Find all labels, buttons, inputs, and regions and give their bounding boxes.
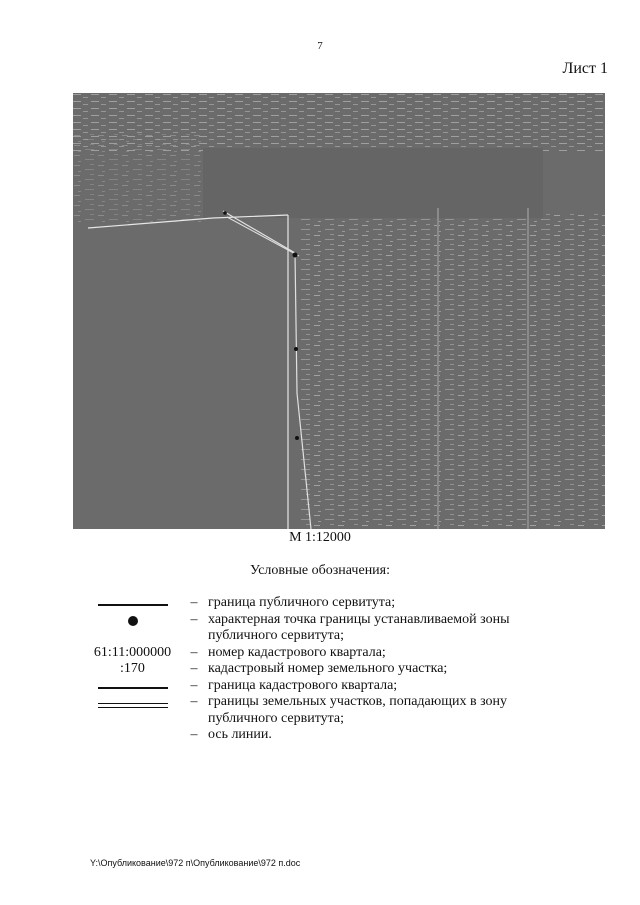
boundary-point: [223, 211, 227, 215]
servitude-boundary-line: [223, 211, 311, 529]
legend-symbol-solid-line: [85, 678, 180, 694]
legend-item: [85, 612, 555, 645]
map-image: [73, 93, 605, 529]
footer-file-path: Y:\Опубликование\972 п\Опубликование\972 п.doc: [90, 858, 301, 868]
legend-symbol-double-line: [85, 694, 180, 710]
legend-title: Условные обозначения:: [249, 563, 391, 578]
legend-dash: –: [190, 661, 198, 676]
legend-item: [85, 727, 555, 744]
legend-text: ось линии.: [208, 727, 272, 742]
map-scale-label: М 1:12000: [289, 530, 351, 545]
legend-dash: –: [190, 727, 198, 742]
legend-text: границы земельных участков, попадающих в зону публичного сервитута;: [208, 694, 508, 726]
boundary-point: [295, 436, 299, 440]
legend-dash: –: [190, 677, 198, 693]
legend-item: [85, 694, 555, 727]
legend-symbol-text: :170: [120, 661, 145, 676]
legend-dash: –: [190, 595, 198, 610]
map-field-right: [298, 213, 605, 529]
legend: [85, 595, 555, 744]
legend-dash: –: [190, 694, 198, 709]
page-number: 7: [317, 40, 323, 52]
legend-text: характерная точка границы устанавливаемой зоны публичного сервитута;: [208, 611, 510, 643]
legend-symbol-solid-line: [85, 595, 180, 611]
legend-symbol-dot: [85, 612, 180, 632]
legend-text: граница кадастрового квартала;: [208, 677, 398, 693]
map-field-dark: [203, 148, 543, 218]
legend-dash: –: [190, 611, 198, 627]
map-field-left-top: [73, 133, 203, 223]
legend-item: [85, 595, 555, 612]
legend-item: [85, 645, 555, 662]
map-svg: [73, 93, 605, 529]
boundary-point: [293, 253, 298, 258]
legend-text: граница публичного сервитута;: [208, 595, 396, 610]
legend-dash: –: [190, 644, 198, 660]
legend-item: [85, 661, 555, 678]
legend-text: номер кадастрового квартала;: [208, 644, 386, 660]
legend-symbol-none: [85, 727, 180, 743]
legend-symbol-text: 61:11:000000: [93, 644, 172, 660]
legend-item: [85, 678, 555, 695]
boundary-point: [294, 347, 298, 351]
legend-text: кадастровый номер земельного участка;: [208, 661, 448, 676]
sheet-label: Лист 1: [562, 60, 608, 77]
